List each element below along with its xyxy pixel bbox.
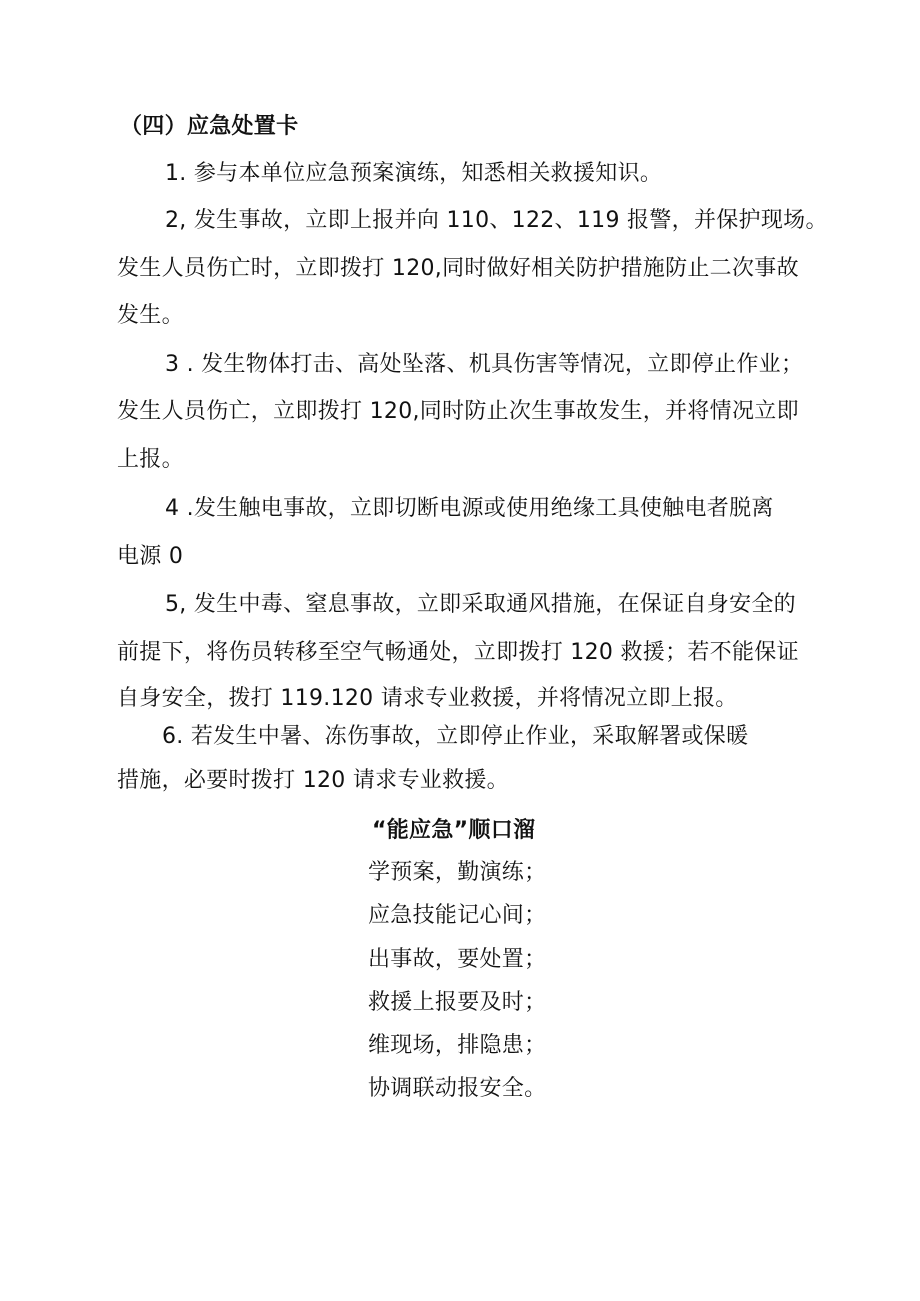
item-6-line-1: 6. 若发生中暑、冻伤事故，立即停止作业，采取解署或保暖 bbox=[162, 724, 749, 749]
item-2-line-2: 发生人员伤亡时，立即拨打 120,同时做好相关防护措施防止二次事故 bbox=[117, 256, 799, 281]
rhyme-line-4: 救援上报要及时； bbox=[368, 990, 547, 1015]
item-5-line-1: 5, 发生中毒、窒息事故，立即采取通风措施，在保证自身安全的 bbox=[165, 592, 796, 617]
rhyme-line-1: 学预案，勤演练； bbox=[368, 860, 547, 885]
section-title: （四）应急处置卡 bbox=[120, 114, 299, 139]
item-6-line-2: 措施，必要时拨打 120 请求专业救援。 bbox=[117, 768, 509, 793]
rhyme-title: “能应急”顺口溜 bbox=[372, 818, 536, 843]
item-3-line-2: 发生人员伤亡，立即拨打 120,同时防止次生事故发生，并将情况立即 bbox=[117, 399, 799, 424]
item-5-line-2: 前提下，将伤员转移至空气畅通处，立即拨打 120 救援；若不能保证 bbox=[117, 640, 799, 665]
item-3-line-3: 上报。 bbox=[117, 447, 184, 472]
item-2-line-1: 2, 发生事故，立即上报并向 110、122、119 报警，并保护现场。 bbox=[165, 208, 828, 233]
item-5-line-3: 自身安全，拨打 119.120 请求专业救援，并将情况立即上报。 bbox=[117, 686, 738, 711]
rhyme-line-3: 出事故，要处置； bbox=[368, 947, 547, 972]
rhyme-line-2: 应急技能记心间； bbox=[368, 903, 547, 928]
rhyme-line-5: 维现场，排隐患； bbox=[368, 1033, 547, 1058]
item-1-line-1: 1. 参与本单位应急预案演练，知悉相关救援知识。 bbox=[165, 161, 663, 186]
item-4-line-1: 4 .发生触电事故，立即切断电源或使用绝缘工具使触电者脱离 bbox=[165, 496, 774, 521]
item-2-line-3: 发生。 bbox=[117, 303, 184, 328]
item-3-line-1: 3 . 发生物体打击、高处坠落、机具伤害等情况，立即停止作业； bbox=[165, 352, 804, 377]
item-4-line-2: 电源 0 bbox=[117, 544, 184, 569]
rhyme-line-6: 协调联动报安全。 bbox=[368, 1076, 547, 1101]
